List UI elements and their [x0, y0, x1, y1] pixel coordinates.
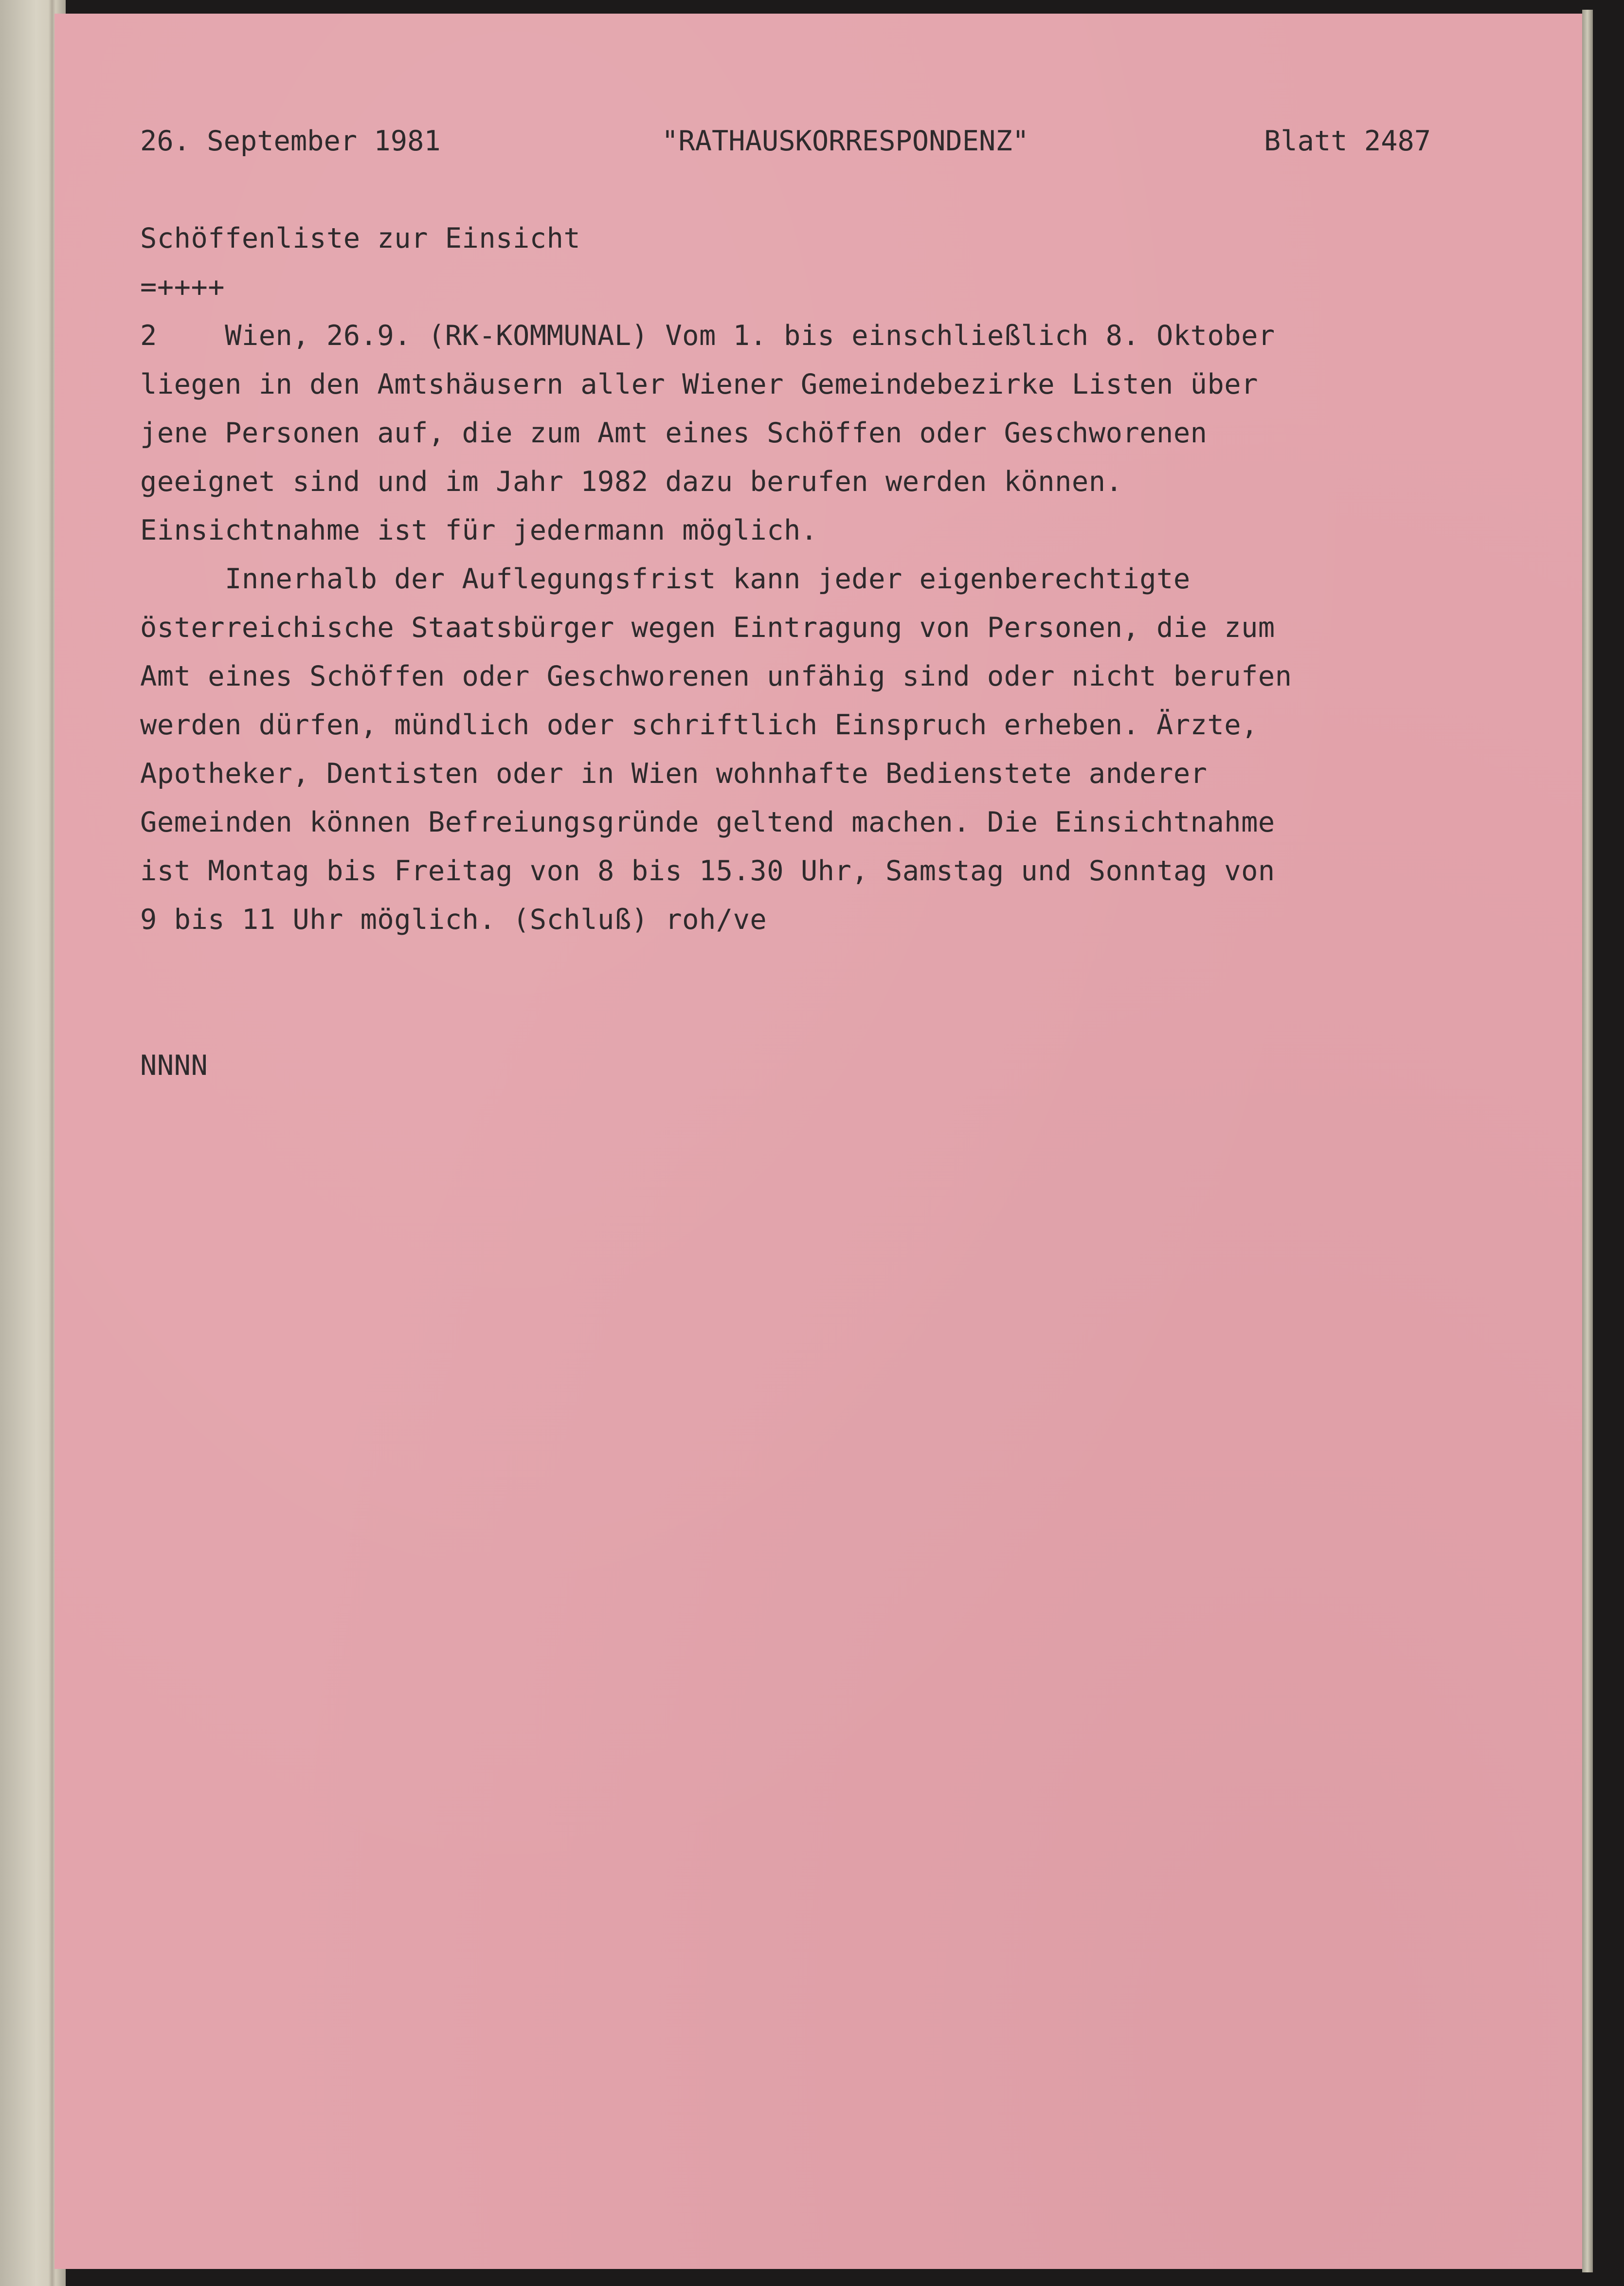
text-line: ist Montag bis Freitag von 8 bis 15.30 Uhr, Samstag und Sonntag von: [140, 855, 1275, 887]
text-line: werden dürfen, mündlich oder schriftlich Einspruch erheben. Ärzte,: [140, 709, 1258, 741]
text-line: liegen in den Amtshäusern aller Wiener Gemeindebezirke Listen über: [140, 368, 1258, 400]
page-header: [140, 117, 1454, 165]
text-line: 2 Wien, 26.9. (RK-KOMMUNAL) Vom 1. bis einschließlich 8. Oktober: [140, 320, 1275, 352]
text-line: Amt eines Schöffen oder Geschworenen unfähig sind oder nicht berufen: [140, 660, 1292, 692]
article-separator: =++++: [140, 271, 225, 303]
text-line: Apotheker, Dentisten oder in Wien wohnhafte Bedienstete anderer: [140, 758, 1208, 790]
end-mark: NNNN: [140, 1050, 208, 1082]
text-line: Gemeinden können Befreiungsgründe geltend machen. Die Einsichtnahme: [140, 806, 1275, 838]
header-date: 26. September 1981: [140, 125, 441, 157]
header-publication: "RATHAUSKORRESPONDENZ": [662, 125, 1029, 157]
text-line: 9 bis 11 Uhr möglich. (Schluß) roh/ve: [140, 904, 767, 936]
stacked-page-edges: [1582, 10, 1593, 2272]
text-line: jene Personen auf, die zum Amt eines Schöffen oder Geschworenen: [140, 417, 1208, 449]
text-line: Innerhalb der Auflegungsfrist kann jeder eigenberechtigte: [140, 563, 1191, 595]
article-title: Schöffenliste zur Einsicht: [140, 222, 581, 254]
text-line: österreichische Staatsbürger wegen Eintragung von Personen, die zum: [140, 612, 1275, 644]
header-sheet-number: Blatt 2487: [1264, 125, 1431, 157]
text-line: geeignet sind und im Jahr 1982 dazu berufen werden können.: [140, 466, 1123, 498]
text-line: Einsichtnahme ist für jedermann möglich.: [140, 514, 818, 546]
